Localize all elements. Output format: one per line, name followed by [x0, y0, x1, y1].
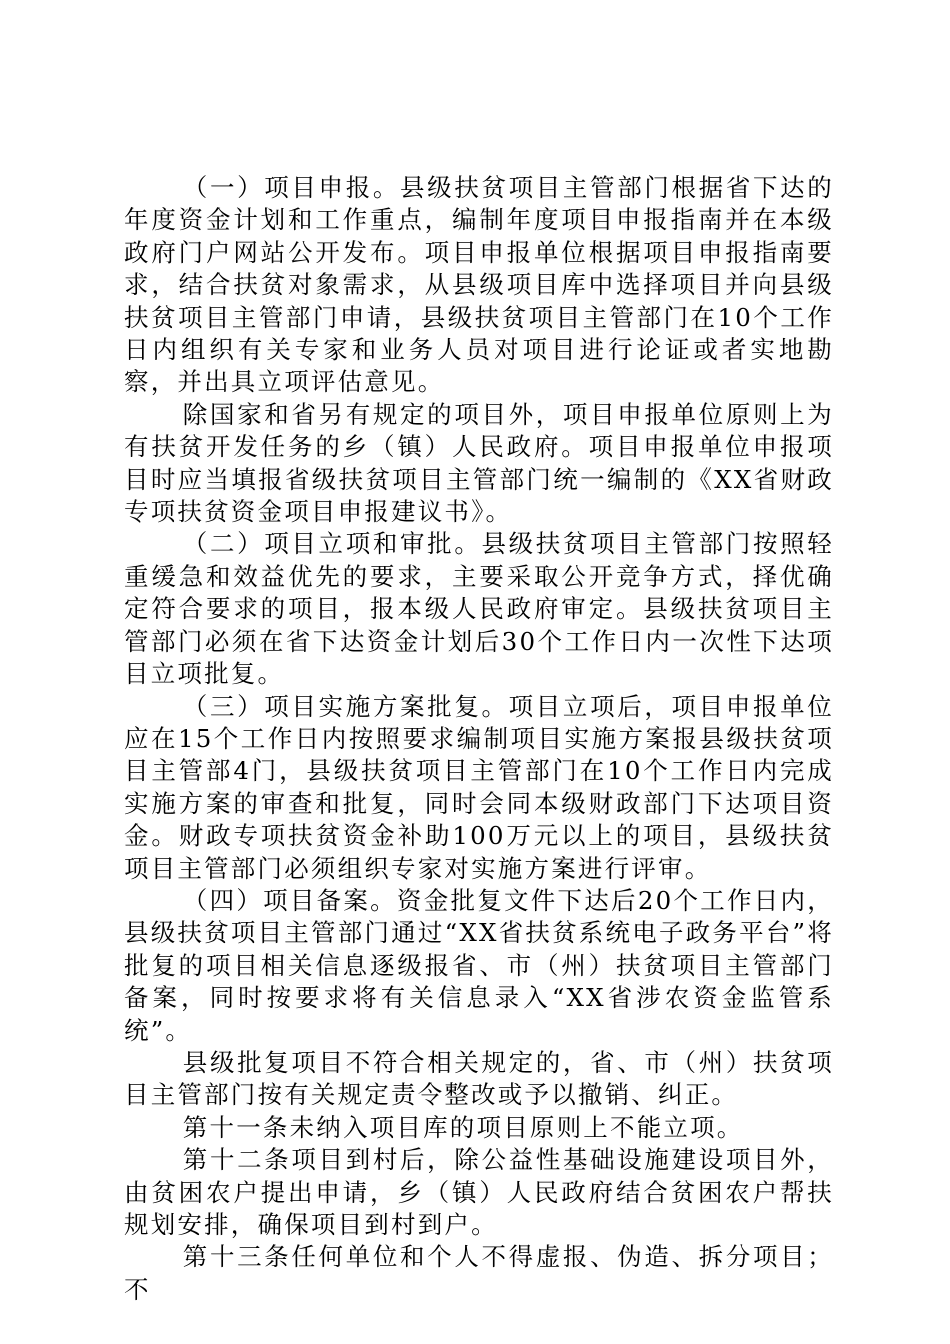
paragraph-project-application: （一）项目申报。县级扶贫项目主管部门根据省下达的年度资金计划和工作重点，编制年度项目申报指南并在本级政府门户网站公开发布。项目申报单位根据项目申报指南要求，结合扶贫对象需求，从县级项目库中选择项目并向县级扶贫项目主管部门申请，县级扶贫项目主管部门在10个工作日内组织有关专家和业务人员对项目进行论证或者实地勘察，并出具立项评估意见。 — [124, 173, 834, 397]
paragraph-project-filing: （四）项目备案。资金批复文件下达后20个工作日内，县级扶贫项目主管部门通过“XX省扶贫系统电子政务平台”将批复的项目相关信息逐级报省、市（州）扶贫项目主管部门备案，同时按要求将有关信息录入“XX省涉农资金监管系统”。 — [124, 885, 834, 1045]
paragraph-article-11: 第十一条未纳入项目库的项目原则上不能立项。 — [182, 1112, 744, 1142]
paragraph-article-12: 第十二条项目到村后，除公益性基础设施建设项目外，由贫困农户提出申请，乡（镇）人民政府结合贫困农户帮扶规划安排，确保项目到村到户。 — [124, 1145, 834, 1239]
paragraph-applicant-unit: 除国家和省另有规定的项目外，项目申报单位原则上为有扶贫开发任务的乡（镇）人民政府。项目申报单位申报项目时应当填报省级扶贫项目主管部门统一编制的《XX省财政专项扶贫资金项目申报建议书》。 — [124, 399, 834, 527]
paragraph-rectification: 县级批复项目不符合相关规定的，省、市（州）扶贫项目主管部门按有关规定责令整改或予以撤销、纠正。 — [124, 1047, 834, 1110]
paragraph-implementation-plan: （三）项目实施方案批复。项目立项后，项目申报单位应在15个工作日内按照要求编制项目实施方案报县级扶贫项目主管部4门，县级扶贫项目主管部门在10个工作日内完成实施方案的审查和批复，同时会同本级财政部门下达项目资金。财政专项扶贫资金补助100万元以上的项目，县级扶贫项目主管部门必须组织专家对实施方案进行评审。 — [124, 691, 834, 883]
paragraph-article-13: 第十三条任何单位和个人不得虚报、伪造、拆分项目；不 — [124, 1242, 834, 1304]
paragraph-project-approval: （二）项目立项和审批。县级扶贫项目主管部门按照轻重缓急和效益优先的要求，主要采取公开竞争方式，择优确定符合要求的项目，报本级人民政府审定。县级扶贫项目主管部门必须在省下达资金计划后30个工作日内一次性下达项目立项批复。 — [124, 529, 834, 689]
document-body — [124, 172, 834, 1306]
